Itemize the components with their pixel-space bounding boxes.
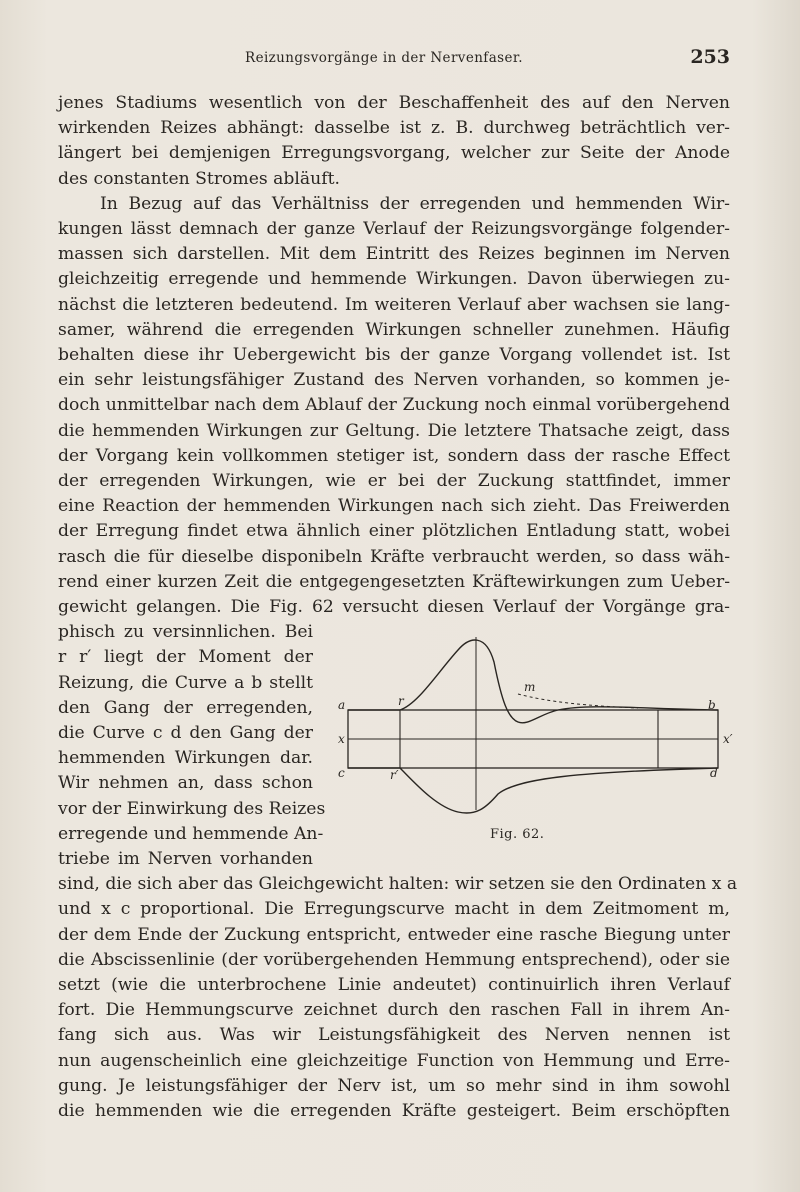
text-line: der dem Ende der Zuckung entspricht, entweder eine rasche Biegung unter	[58, 924, 730, 945]
text-line: rend einer kurzen Zeit die entgegengesetzten Kräftewirkungen zum Ueber-	[58, 571, 730, 592]
text-line: erregende und hemmende An-	[58, 823, 324, 844]
text-line: phisch zu versinnlichen. Bei	[58, 622, 313, 643]
text-line: und x c proportional. Die Erregungscurve macht in dem Zeitmoment m,	[58, 899, 730, 920]
text-line: gleichzeitig erregende und hemmende Wirkungen. Davon überwiegen zu-	[58, 269, 730, 290]
text-line: rasch die für dieselbe disponibeln Kräfte verbraucht werden, so dass wäh-	[58, 546, 730, 567]
text-line: fort. Die Hemmungscurve zeichnet durch den raschen Fall in ihrem An-	[58, 1000, 730, 1021]
text-line: Reizung, die Curve a b stellt	[58, 672, 313, 693]
text-line: eine Reaction der hemmenden Wirkungen nach sich zieht. Das Freiwerden	[58, 496, 730, 517]
label-m: m	[524, 680, 536, 694]
text-line: der erregenden Wirkungen, wie er bei der Zuckung stattfindet, immer	[58, 471, 730, 491]
label-x-prime: x′	[723, 732, 733, 746]
text-line: die Curve c d den Gang der	[58, 723, 313, 743]
label-c: c	[338, 766, 345, 780]
text-line: längert bei demjenigen Erregungsvorgang, welcher zur Seite der Anode	[58, 143, 730, 164]
text-line: kungen lässt demnach der ganze Verlauf der Reizungsvorgänge folgender-	[58, 219, 730, 239]
label-b: b	[708, 698, 716, 712]
text-line: die hemmenden Wirkungen zur Geltung. Die letztere Thatsache zeigt, dass	[58, 420, 730, 441]
text-line: nun augenscheinlich eine gleichzeitige Function von Hemmung und Erre-	[58, 1050, 730, 1071]
text-line: doch unmittelbar nach dem Ablauf der Zuckung noch einmal vorübergehend	[58, 395, 730, 416]
text-line: In Bezug auf das Verhältniss der erregenden und hemmenden Wir-	[100, 193, 730, 214]
figure-62	[318, 632, 740, 862]
text-line: der Vorgang kein vollkommen stetiger ist, sondern dass der rasche Effect	[58, 445, 730, 466]
text-line: setzt (wie die unterbrochene Linie andeutet) continuirlich ihren Verlauf	[58, 975, 730, 995]
text-line: massen sich darstellen. Mit dem Eintritt des Reizes beginnen im Nerven	[58, 244, 730, 265]
label-a: a	[338, 698, 346, 712]
text-line: hemmenden Wirkungen dar.	[58, 748, 313, 769]
text-line: der Erregung findet etwa ähnlich einer plötzlichen Entladung statt, wobei	[58, 521, 730, 542]
text-line: Wir nehmen an, dass schon	[58, 773, 313, 794]
excitation-dashed	[518, 694, 638, 708]
label-r: r	[398, 694, 404, 708]
text-line: des constanten Stromes abläuft.	[58, 168, 340, 189]
running-title: Reizungsvorgänge in der Nervenfaser.	[245, 50, 523, 66]
text-line: nächst die letzteren bedeutend. Im weiteren Verlauf aber wachsen sie lang-	[58, 294, 730, 315]
figure-caption: Fig. 62.	[490, 827, 545, 842]
text-line: gung. Je leistungsfähiger der Nerv ist, um so mehr sind in ihm sowohl	[58, 1075, 730, 1096]
text-line: gewicht gelangen. Die Fig. 62 versucht diesen Verlauf der Vorgänge gra-	[58, 597, 730, 617]
text-line: vor der Einwirkung des Reizes	[58, 798, 326, 819]
text-line: fang sich aus. Was wir Leistungsfähigkeit des Nerven nennen ist	[58, 1025, 730, 1046]
text-line: jenes Stadiums wesentlich von der Beschaffenheit des auf den Nerven	[58, 93, 730, 113]
text-line: r r′ liegt der Moment der	[58, 647, 313, 668]
text-line: ein sehr leistungsfähiger Zustand des Nerven vorhanden, so kommen je-	[58, 370, 730, 391]
text-line: die Abscissenlinie (der vorübergehenden Hemmung entsprechend), oder sie	[58, 949, 730, 970]
label-r-prime: r′	[390, 768, 399, 782]
text-line: triebe im Nerven vorhanden	[58, 849, 313, 869]
text-line: behalten diese ihr Uebergewicht bis der ganze Vorgang vollendet ist. Ist	[58, 345, 730, 365]
label-d: d	[710, 766, 718, 780]
text-line: die hemmenden wie die erregenden Kräfte gesteigert. Beim erschöpften	[58, 1101, 730, 1121]
inhibition-curve	[348, 768, 718, 813]
text-line: wirkenden Reizes abhängt: dasselbe ist z. B. durchweg beträchtlich ver-	[58, 118, 730, 139]
label-x: x	[338, 732, 345, 746]
text-line: samer, während die erregenden Wirkungen schneller zunehmen. Häufig	[58, 319, 730, 340]
text-line: sind, die sich aber das Gleichgewicht halten: wir setzen sie den Ordinaten x a	[58, 874, 738, 895]
page-number: 253	[690, 46, 730, 68]
text-line: den Gang der erregenden,	[58, 697, 313, 718]
